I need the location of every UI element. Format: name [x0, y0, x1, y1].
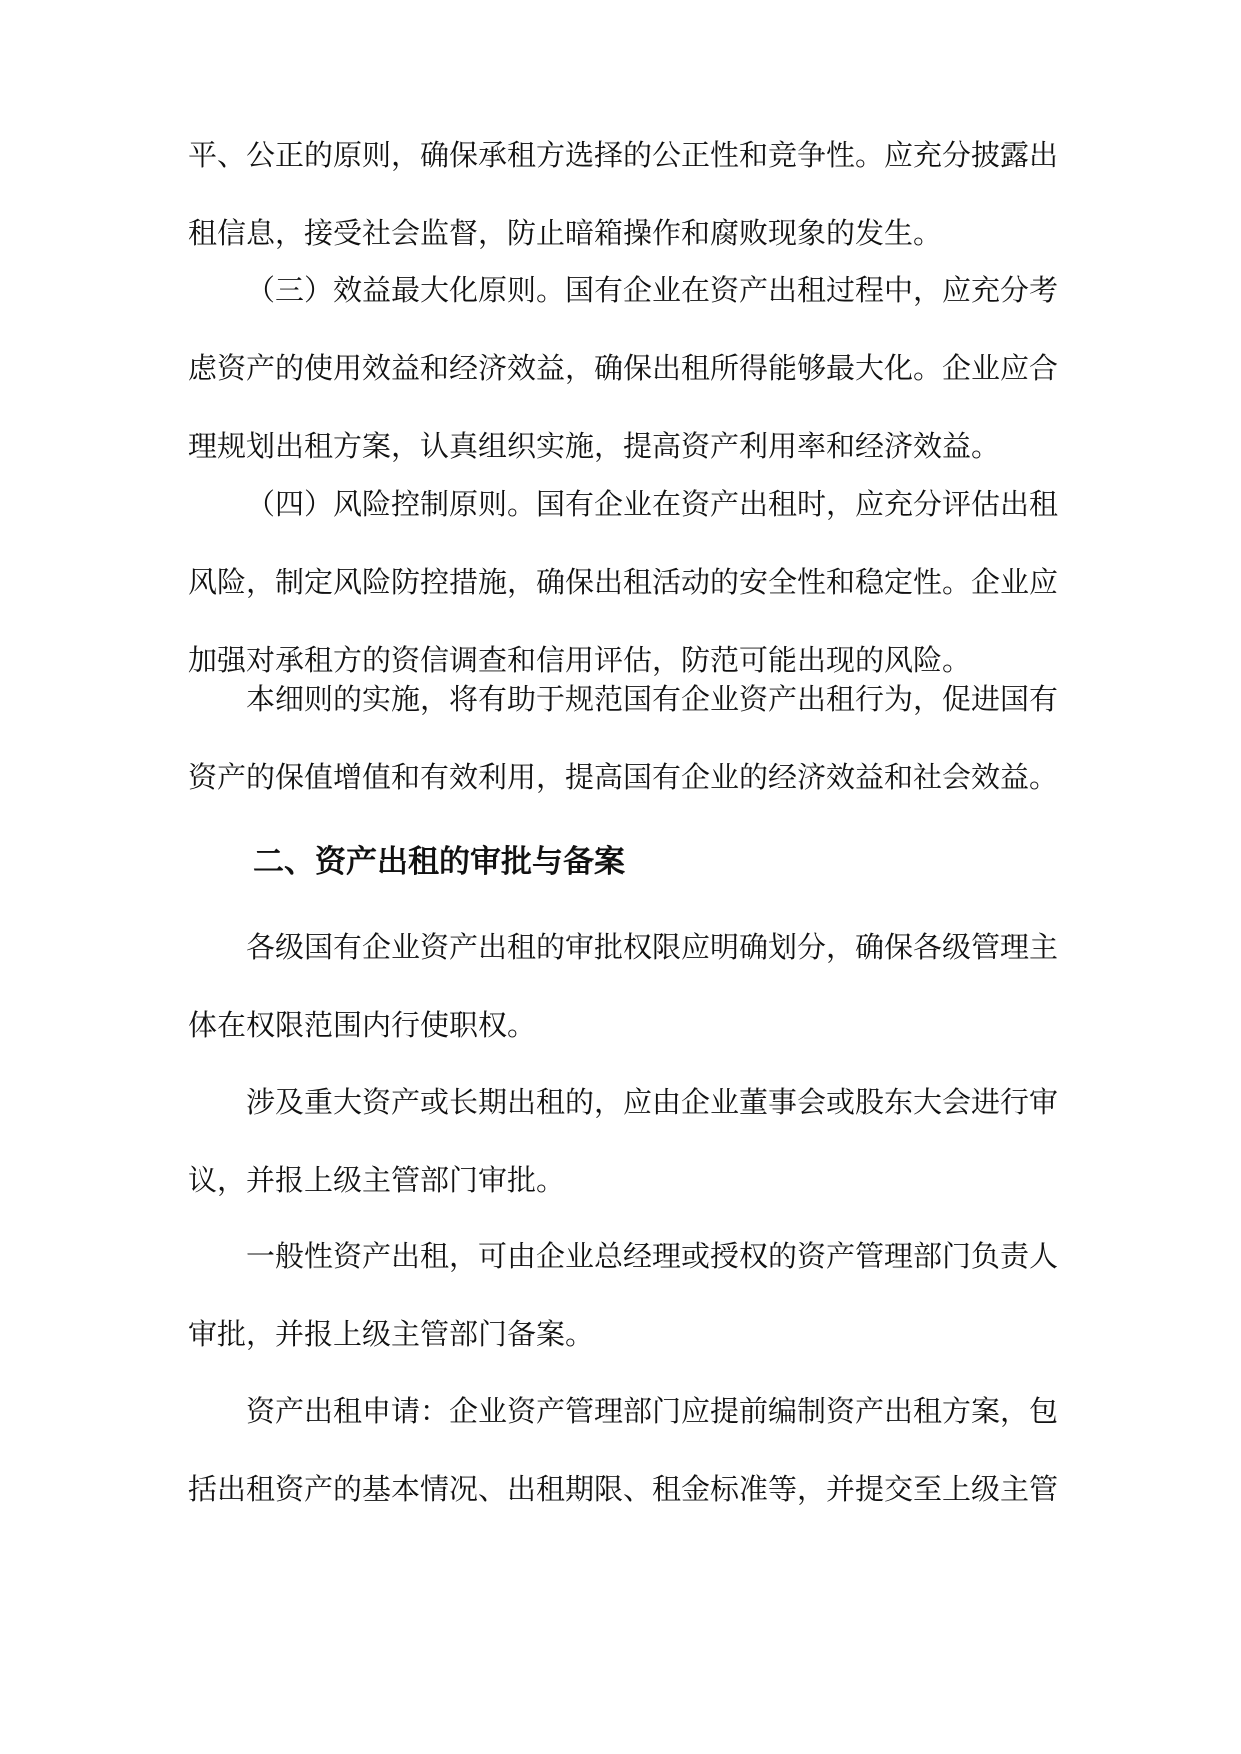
paragraph-general-assets: 一般性资产出租，可由企业总经理或授权的资产管理部门负责人审批，并报上级主管部门备案。	[188, 1239, 1059, 1351]
paragraph-risk-control: （四）风险控制原则。国有企业在资产出租时，应充分评估出租风险，制定风险防控措施，确保出租活动的安全性和稳定性。企业应加强对承租方的资信调查和信用评估，防范可能出现的风险。	[188, 487, 1059, 677]
section-heading-approval-filing: 二、资产出租的审批与备案	[253, 844, 625, 880]
paragraph-benefit-maximization: （三）效益最大化原则。国有企业在资产出租过程中，应充分考虑资产的使用效益和经济效益，确保出租所得能够最大化。企业应合理规划出租方案，认真组织实施，提高资产利用率和经济效益。	[188, 273, 1059, 463]
paragraph-fairness-continued: 平、公正的原则，确保承租方选择的公正性和竞争性。应充分披露出租信息，接受社会监督，防止暗箱操作和腐败现象的发生。	[188, 138, 1059, 250]
paragraph-approval-authority: 各级国有企业资产出租的审批权限应明确划分，确保各级管理主体在权限范围内行使职权。	[188, 930, 1059, 1042]
paragraph-lease-application: 资产出租申请：企业资产管理部门应提前编制资产出租方案，包括出租资产的基本情况、出租期限、租金标准等，并提交至上级主管	[188, 1394, 1059, 1506]
paragraph-implementation: 本细则的实施，将有助于规范国有企业资产出租行为，促进国有资产的保值增值和有效利用，提高国有企业的经济效益和社会效益。	[188, 682, 1059, 794]
paragraph-major-assets: 涉及重大资产或长期出租的，应由企业董事会或股东大会进行审议，并报上级主管部门审批。	[188, 1085, 1059, 1197]
